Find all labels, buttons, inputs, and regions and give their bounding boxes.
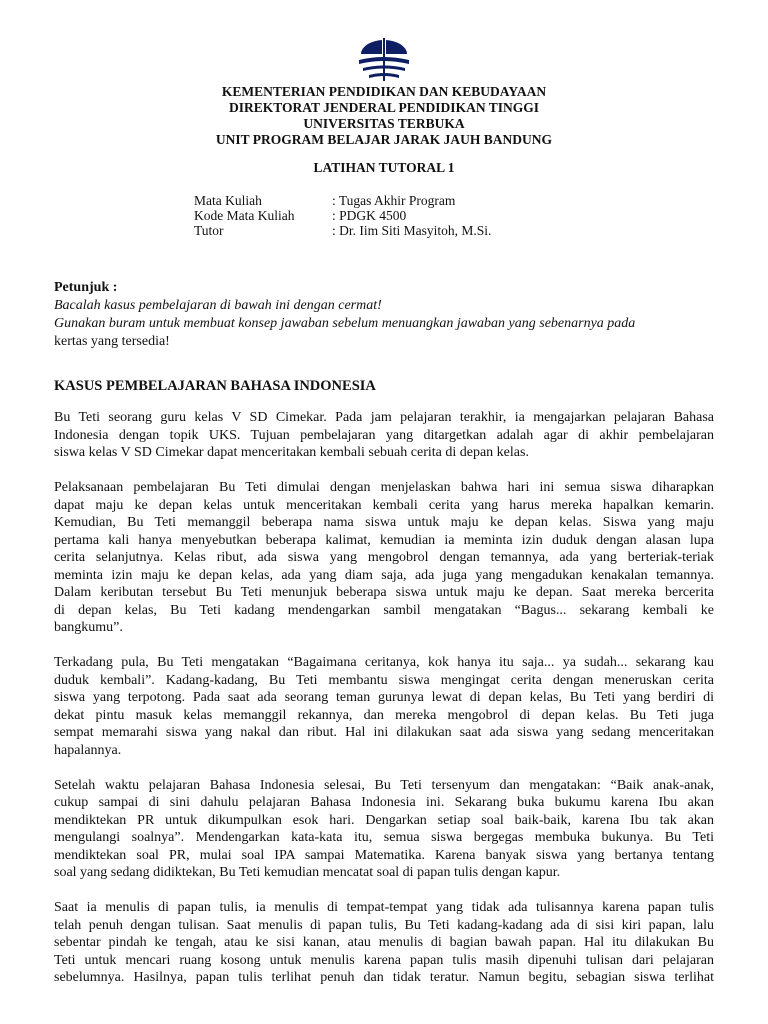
paragraph-line: mengulangi soalnya”. Mendengarkan kata-kata itu, semua siswa bergegas membuka bukunya. Bu Teti	[54, 830, 714, 845]
paragraph-line: sempat memarahi siswa yang nakal dan ribut. Hal ini dilakukan saat ada siswa yang sedang menceritakan	[54, 725, 714, 740]
instructions-title: Petunjuk :	[54, 280, 118, 295]
paragraph-line: Pelaksanaan pembelajaran Bu Teti dimulai dengan menjelaskan bahwa hari ini semua siswa diharapkan	[54, 480, 714, 495]
paragraph-line: Teti untuk mencari ruang kosong untuk menulis karena papan tulis masih dipenuhi tulisan dari pelajaran	[54, 952, 714, 968]
paragraph-line: siswa kelas V SD Cimekar dapat menceritakan kembali sebuah cerita di depan kelas.	[54, 445, 529, 460]
info-label: Tutor	[194, 223, 224, 238]
header-line: UNIT PROGRAM BELAJAR JARAK JAUH BANDUNG	[215, 132, 553, 147]
info-row	[194, 208, 491, 223]
paragraph	[54, 654, 714, 759]
info-row	[194, 223, 491, 238]
paragraph	[54, 409, 714, 462]
universitas-terbuka-logo	[355, 36, 413, 82]
paragraph-line: soal yang sedang didiktekan, Bu Teti kemudian mencatat soal di papan tulis dengan kapur.	[54, 865, 561, 880]
paragraph	[54, 479, 714, 637]
paragraph-line: Setelah waktu pelajaran Bahasa Indonesia selesai, Bu Teti tersenyum dan mengatakan: “Baik anak-anak,	[54, 777, 714, 793]
case-body	[54, 409, 714, 1004]
paragraph	[54, 899, 714, 987]
paragraph-line: Saat ia menulis di papan tulis, ia menulis di tempat-tempat yang tidak ada tulisannya karena papan tulis	[54, 900, 714, 915]
header-line: KEMENTERIAN PENDIDIKAN DAN KEBUDAYAAN	[221, 84, 547, 99]
paragraph-line: mendiktekan PR untuk dikumpulkan esok hari. Dengarkan setiap soal baik-baik, karena Ibu tak akan	[54, 812, 714, 828]
institution-header	[0, 84, 768, 148]
course-info	[194, 193, 491, 238]
paragraph-line: duduk kembali”. Kadang-kadang, Bu Teti membantu siswa mengingat cerita dengan meneruskan cerita	[54, 672, 714, 688]
paragraph-line: Indonesia dengan topik UKS. Tujuan pembelajaran yang ditargetkan adalah agar di akhir pembelajaran	[54, 427, 714, 443]
paragraph-line: siswa yang terpotong. Pada saat ada seorang teman gurunya lewat di depan kelas, Bu Teti yang berdiri di	[54, 690, 714, 705]
paragraph-line: di depan kelas, Bu Teti kadang mendengarkan sambil mengatakan “Bagus... sekarang kembali ke	[54, 602, 714, 618]
paragraph-line: cukup sampai di sini dahulu pelajaran Bahasa Indonesia ini. Sekarang buka bukumu karena Ibu akan	[54, 795, 714, 810]
instructions	[54, 279, 714, 351]
paragraph-line: mendiktekan soal PR, mulai soal IPA sampai Matematika. Karena banyak siswa yang bertanya tentang	[54, 847, 714, 863]
paragraph-line: dapat maju ke depan kelas untuk menceritakan kembali cerita yang harus mereka hapalkan kemarin.	[54, 497, 714, 513]
info-value: : Tugas Akhir Program	[332, 193, 456, 208]
paragraph-line: bangkumu”.	[54, 620, 123, 635]
paragraph	[54, 777, 714, 882]
paragraph-line: cerita selanjutnya. Kelas ribut, ada siswa yang mengobrol dengan temannya, ada yang berteriak-teriak	[54, 550, 714, 565]
paragraph-line: sebentar pindah ke tengah, atau ke sisi kanan, atau menulis di bagian bawah papan. Hal itu dilakukan Bu	[54, 935, 714, 950]
paragraph-line: hapalannya.	[54, 742, 122, 758]
paragraph-line: pertama kali hanya menyebutkan beberapa kalimat, kemudian ia meminta izin duduk dengan alasan lupa	[54, 532, 714, 548]
paragraph-line: dekat pintu masuk kelas memanggil rekannya, dan mereka mengobrol di depan kelas. Bu Teti juga	[54, 707, 714, 723]
paragraph-line: Kemudian, Bu Teti memanggil beberapa nama siswa untuk maju ke depan kelas. Siswa yang maju	[54, 515, 714, 530]
instructions-line: kertas yang tersedia!	[54, 334, 170, 349]
info-value: : PDGK 4500	[332, 208, 407, 223]
paragraph-line: Terkadang pula, Bu Teti mengatakan “Bagaimana ceritanya, kok hanya itu saja... ya sudah... sekarang kau	[54, 655, 714, 670]
paragraph-line: telah penuh dengan tulisan. Saat menulis di papan tulis, Bu Teti kadang-kadang ada di sisi kiri papan, lalu	[54, 917, 714, 933]
paragraph-line: Dalam keributan tersebut Bu Teti menunjuk beberapa siswa untuk maju ke depan. Saat mereka bercerita	[54, 585, 714, 600]
instructions-line: Bacalah kasus pembelajaran di bawah ini dengan cermat!	[54, 298, 382, 313]
instructions-line: Gunakan buram untuk membuat konsep jawaban sebelum menuangkan jawaban yang sebenarnya pada	[54, 316, 636, 331]
info-row	[194, 193, 491, 208]
document-title: LATIHAN TUTORAL 1	[313, 160, 455, 175]
paragraph-line: sebelumnya. Hasilnya, papan tulis terlihat penuh dan tidak teratur. Namun begitu, sebagian siswa terlihat	[54, 970, 714, 985]
info-label: Mata Kuliah	[194, 193, 262, 208]
paragraph-line: Bu Teti seorang guru kelas V SD Cimekar. Pada jam pelajaran terakhir, ia mengajarkan pelajaran Bahasa	[54, 410, 714, 425]
info-value: : Dr. Iim Siti Masyitoh, M.Si.	[332, 223, 492, 238]
case-title: KASUS PEMBELAJARAN BAHASA INDONESIA	[54, 378, 376, 394]
paragraph-line: meminta izin maju ke depan kelas, ada yang diam saja, ada juga yang mengadukan kenakalan temannya.	[54, 567, 714, 583]
info-label: Kode Mata Kuliah	[194, 208, 295, 223]
header-line: UNIVERSITAS TERBUKA	[303, 116, 465, 131]
header-line: DIREKTORAT JENDERAL PENDIDIKAN TINGGI	[229, 100, 539, 115]
